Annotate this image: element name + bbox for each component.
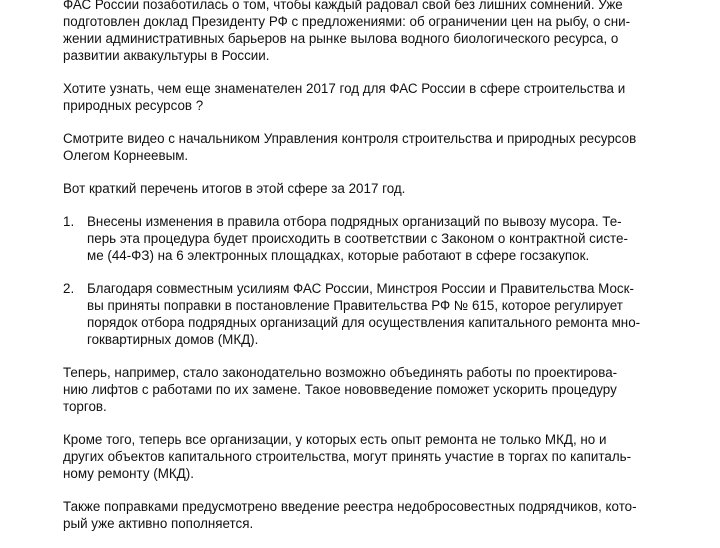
text-line: Теперь, например, стало законодательно возможно объединять работы по проектирова- [63,365,618,380]
text-line: нию лифтов с работами по их замене. Такое нововведение поможет ускорить процедуру [63,382,617,397]
text-line: гоквартирных домов (МКД). [87,332,259,347]
text-line: порядок отбора подрядных организаций для осуществления капитального ремонта мно- [87,315,641,330]
list-item-number: 2. [63,281,75,296]
paragraph-registry [63,498,683,532]
text-line: ме (44-ФЗ) на 6 электронных площадках, которые работают в сфере госзакупок. [87,248,590,263]
results-list [63,213,683,348]
paragraph-organizations [63,431,683,482]
text-line: рый уже активно пополняется. [63,516,254,531]
text-line: природных ресурсов ? [63,98,204,113]
text-line: других объектов капитального строительства, могут принять участие в торгах по капиталь- [63,449,632,464]
text-line: Вот краткий перечень итогов в этой сфере за 2017 год. [63,181,406,196]
paragraph-elevators [63,364,683,415]
paragraph-question [63,80,683,114]
text-line: торгов. [63,399,107,414]
text-line: Благодаря совместным усилиям ФАС России, Минстроя России и Правительства Моск- [87,281,634,296]
text-line: Хотите узнать, чем еще знаменателен 2017 год для ФАС России в сфере строительства и [63,81,626,96]
text-line: подготовлен доклад Президенту РФ с предложениями: об ограничении цен на рыбу, о сни- [63,14,631,29]
text-line: жении административных барьеров на рынке вылова водного биологического ресурса, о [63,31,619,46]
text-line: ФАС России позаботилась о том, чтобы каждый радовал свой без лишних сомнений. Уже [63,0,623,12]
text-line: развитии аквакультуры в России. [63,48,270,63]
text-line: Внесены изменения в правила отбора подрядных организаций по вывозу мусора. Те- [87,214,622,229]
list-item [63,280,683,348]
text-line: перь эта процедура будет происходить в соответствии с Законом о контрактной систе- [87,231,628,246]
text-line: Олегом Корнеевым. [63,148,189,163]
text-line: Также поправками предусмотрено введение реестра недобросовестных подрядчиков, кото- [63,499,637,514]
text-line: Смотрите видео с начальником Управления контроля строительства и природных ресурсов [63,131,637,146]
paragraph-summary-intro [63,180,683,197]
list-item [63,213,683,264]
paragraph-fas-report [63,0,683,64]
list-item-number: 1. [63,214,75,229]
text-line: ному ремонту (МКД). [63,466,194,481]
text-line: Кроме того, теперь все организации, у которых есть опыт ремонта не только МКД, но и [63,432,607,447]
text-line: вы приняты поправки в постановление Правительства РФ № 615, которое регулирует [87,298,623,313]
document-page [63,0,683,548]
paragraph-video [63,130,683,164]
